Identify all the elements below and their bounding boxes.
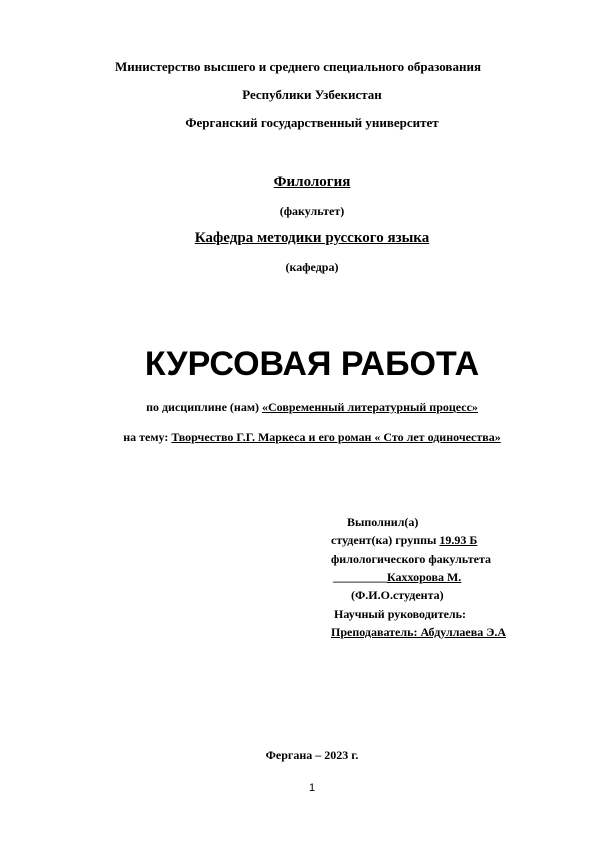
faculty-of-student: филологического факультета bbox=[331, 552, 491, 566]
supervisor-label: Научный руководитель: bbox=[334, 607, 466, 621]
topic-value: Творчество Г.Г. Маркеса и его роман « Сто лет одиночества» bbox=[171, 430, 501, 444]
student-name-caption: (Ф.И.О.студента) bbox=[351, 588, 444, 602]
topic-line bbox=[14, 431, 596, 443]
university-line: Ферганский государственный университет bbox=[185, 115, 439, 130]
student-name-blank: _________ bbox=[333, 570, 387, 584]
student-name: Каххорова М. bbox=[387, 570, 462, 584]
department-name: Кафедра методики русского языка bbox=[194, 230, 430, 246]
city-year: Фергана – 2023 г. bbox=[265, 748, 359, 762]
discipline-value: «Современный литературный процесс» bbox=[262, 400, 478, 414]
group-line bbox=[331, 534, 477, 546]
group-prefix: студент(ка) группы bbox=[331, 533, 440, 547]
discipline-line bbox=[14, 401, 596, 413]
discipline-prefix: по дисциплине (нам) bbox=[146, 400, 262, 414]
page-number: 1 bbox=[308, 782, 316, 794]
faculty-caption: (факультет) bbox=[279, 204, 345, 218]
ministry-line: Министерство высшего и среднего специального образования bbox=[115, 59, 481, 74]
republic-line: Республики Узбекистан bbox=[242, 87, 382, 102]
department-caption: (кафедра) bbox=[285, 260, 339, 274]
faculty-name: Филология bbox=[273, 174, 351, 190]
supervisor-name: Преподаватель: Абдуллаева Э.А bbox=[331, 625, 507, 639]
student-name-line bbox=[333, 571, 461, 583]
group-value: 19.93 Б bbox=[439, 533, 478, 547]
topic-prefix: на тему: bbox=[123, 430, 172, 444]
document-title: КУРСОВАЯ РАБОТА bbox=[144, 345, 480, 383]
performed-by-label: Выполнил(а) bbox=[347, 515, 419, 529]
